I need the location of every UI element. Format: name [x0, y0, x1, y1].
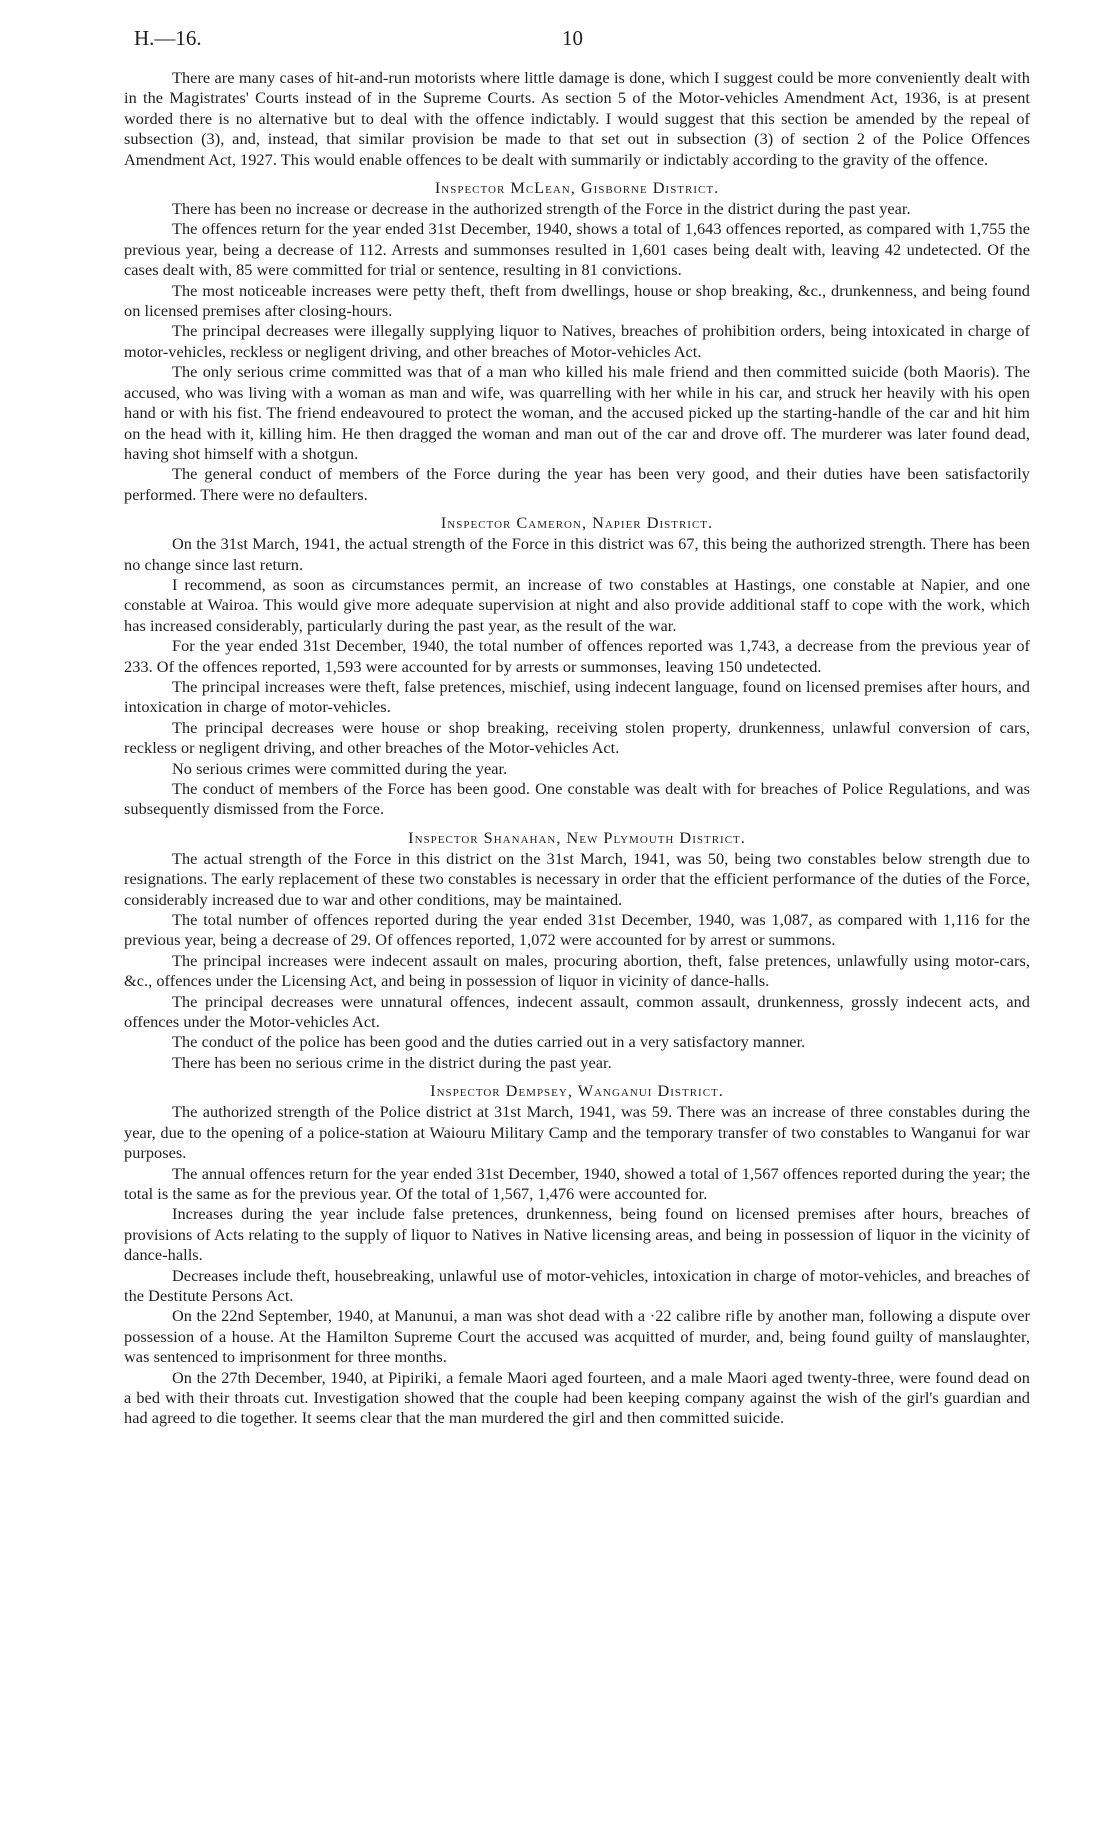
body-paragraph: The total number of offences reported during the year ended 31st December, 1940, was 1,087, as compared with 1,116 for the previous year, being a decrease of 29. Of offences reported, 1,072 were accounted for by arrest or summons.: [124, 910, 1030, 950]
section-heading-napier: Inspector Cameron, Napier District.: [440, 513, 714, 533]
body-paragraph: On the 31st March, 1941, the actual strength of the Force in this district was 67, this being the authorized strength. There has been no change since last return.: [124, 534, 1030, 574]
body-paragraph: No serious crimes were committed during the year.: [172, 758, 508, 778]
body-paragraph: The most noticeable increases were petty theft, theft from dwellings, house or shop breaking, &c., drunkenness, and being found on licensed premises after closing-hours.: [124, 280, 1030, 321]
body-paragraph: For the year ended 31st December, 1940, the total number of offences reported was 1,743, a decrease from the previous year of 233. Of the offences reported, 1,593 were accounted for by arrests or summonses, leaving 150 undetected.: [124, 636, 1030, 676]
body-paragraph: The conduct of members of the Force has been good. One constable was dealt with for breaches of Police Regulations, and was subsequently dismissed from the Force.: [124, 779, 1030, 819]
body-paragraph: On the 22nd September, 1940, at Manunui, a man was shot dead with a ·22 calibre rifle by another man, following a dispute over possession of a house. At the Hamilton Supreme Court the accused was acquitted of murder, and, being found guilty of manslaughter, was sentenced to imprisonment for three months.: [124, 1306, 1030, 1367]
body-paragraph: The only serious crime committed was that of a man who killed his male friend and then committed suicide (both Maoris). The accused, who was living with a woman as man and wife, was quarrelling with her while in his car, and struck her heavily with his open hand or with his fist. The friend endeavoured to protect the woman, and the accused picked up the starting-handle of the car and hit him on the head with it, killing him. He then dragged the woman and man out of the car and drove off. The murderer was later found dead, having shot himself with a shotgun.: [124, 362, 1030, 463]
body-paragraph: The actual strength of the Force in this district on the 31st March, 1941, was 50, being two constables below strength due to resignations. The early replacement of these two constables is necessary in order that the efficient performance of the duties of the Force, considerably increased due to war and other conditions, may be maintained.: [124, 848, 1030, 909]
body-paragraph: The general conduct of members of the Force during the year has been very good, and their duties have been satisfactorily performed. There were no defaulters.: [124, 464, 1030, 504]
section-heading-wanganui: Inspector Dempsey, Wanganui District.: [430, 1081, 724, 1101]
body-paragraph: The offences return for the year ended 31st December, 1940, shows a total of 1,643 offences reported, as compared with 1,755 the previous year, being a decrease of 112. Arrests and summonses resulted in 1,601 cases being dealt with, leaving 42 undetected. Of the cases dealt with, 85 were committed for trial or sentence, resulting in 81 convictions.: [124, 219, 1030, 280]
body-paragraph: I recommend, as soon as circumstances permit, an increase of two constables at Hastings, one constable at Napier, and one constable at Wairoa. This would give more adequate supervision at night and also provide additional staff to cope with the work, which has increased considerably, particularly during the past year, as the result of the war.: [124, 574, 1030, 635]
body-paragraph: There has been no increase or decrease in the authorized strength of the Force in the district during the past year.: [172, 199, 911, 219]
body-paragraph: On the 27th December, 1940, at Pipiriki, a female Maori aged fourteen, and a male Maori aged twenty-three, were found dead on a bed with their throats cut. Investigation showed that the couple had been keeping company against the wish of the girl's guardian and had agreed to die together. It seems clear that the man murdered the girl and then committed suicide.: [124, 1367, 1030, 1428]
body-paragraph: Decreases include theft, housebreaking, unlawful use of motor-vehicles, intoxication in charge of motor-vehicles, and breaches of the Destitute Persons Act.: [124, 1265, 1030, 1305]
body-paragraph: The principal decreases were illegally supplying liquor to Natives, breaches of prohibition orders, being intoxicated in charge of motor-vehicles, reckless or negligent driving, and other breaches of Motor-vehicles Act.: [124, 321, 1030, 361]
body-paragraph: The principal decreases were unnatural offences, indecent assault, common assault, drunkenness, grossly indecent acts, and offences under the Motor-vehicles Act.: [124, 991, 1030, 1032]
page-number: 10: [562, 26, 583, 50]
body-paragraph: The principal decreases were house or shop breaking, receiving stolen property, drunkenness, unlawful conversion of cars, reckless or negligent driving, and other breaches of the Motor-vehicles Act.: [124, 717, 1030, 758]
body-paragraph: There has been no serious crime in the district during the past year.: [172, 1052, 612, 1072]
body-paragraph: The authorized strength of the Police district at 31st March, 1941, was 59. There was an increase of three constables during the year, due to the opening of a police-station at Waiouru Military Camp and the temporary transfer of two constables to Wanganui for war purposes.: [124, 1102, 1030, 1163]
body-paragraph: The annual offences return for the year ended 31st December, 1940, showed a total of 1,567 offences reported during the year; the total is the same as for the previous year. Of the total of 1,567, 1,476 were accounted for.: [124, 1163, 1030, 1203]
body-paragraph: The principal increases were theft, false pretences, mischief, using indecent language, found on licensed premises after hours, and intoxication in charge of motor-vehicles.: [124, 676, 1030, 717]
document-body: [124, 68, 1030, 1429]
document-reference: H.—16.: [134, 26, 202, 50]
page-header: [134, 18, 1034, 54]
section-heading-gisborne: Inspector McLean, Gisborne District.: [434, 178, 720, 198]
body-paragraph: The principal increases were indecent assault on males, procuring abortion, theft, false pretences, unlawfully using motor-cars, &c., offences under the Licensing Act, and being in possession of liquor in vicinity of dance-halls.: [124, 950, 1030, 991]
section-heading-new-plymouth: Inspector Shanahan, New Plymouth District.: [408, 827, 746, 847]
body-paragraph: The conduct of the police has been good and the duties carried out in a very satisfactory manner.: [172, 1032, 806, 1052]
body-paragraph: Increases during the year include false pretences, drunkenness, being found on licensed premises after hours, breaches of provisions of Acts relating to the supply of liquor to Natives in Native licensing areas, and being in possession of liquor in the vicinity of dance-halls.: [124, 1204, 1030, 1265]
body-paragraph: There are many cases of hit-and-run motorists where little damage is done, which I suggest could be more conveniently dealt with in the Magistrates' Courts instead of in the Supreme Courts. As section 5 of the Motor-vehicles Amendment Act, 1936, is at present worded there is no alternative but to deal with the offence indictably. I would suggest that this section be amended by the repeal of subsection (3), and, instead, that similar provision be made to that set out in subsection (3) of section 2 of the Police Offences Amendment Act, 1927. This would enable offences to be dealt with summarily or indictably according to the gravity of the offence.: [124, 68, 1030, 169]
